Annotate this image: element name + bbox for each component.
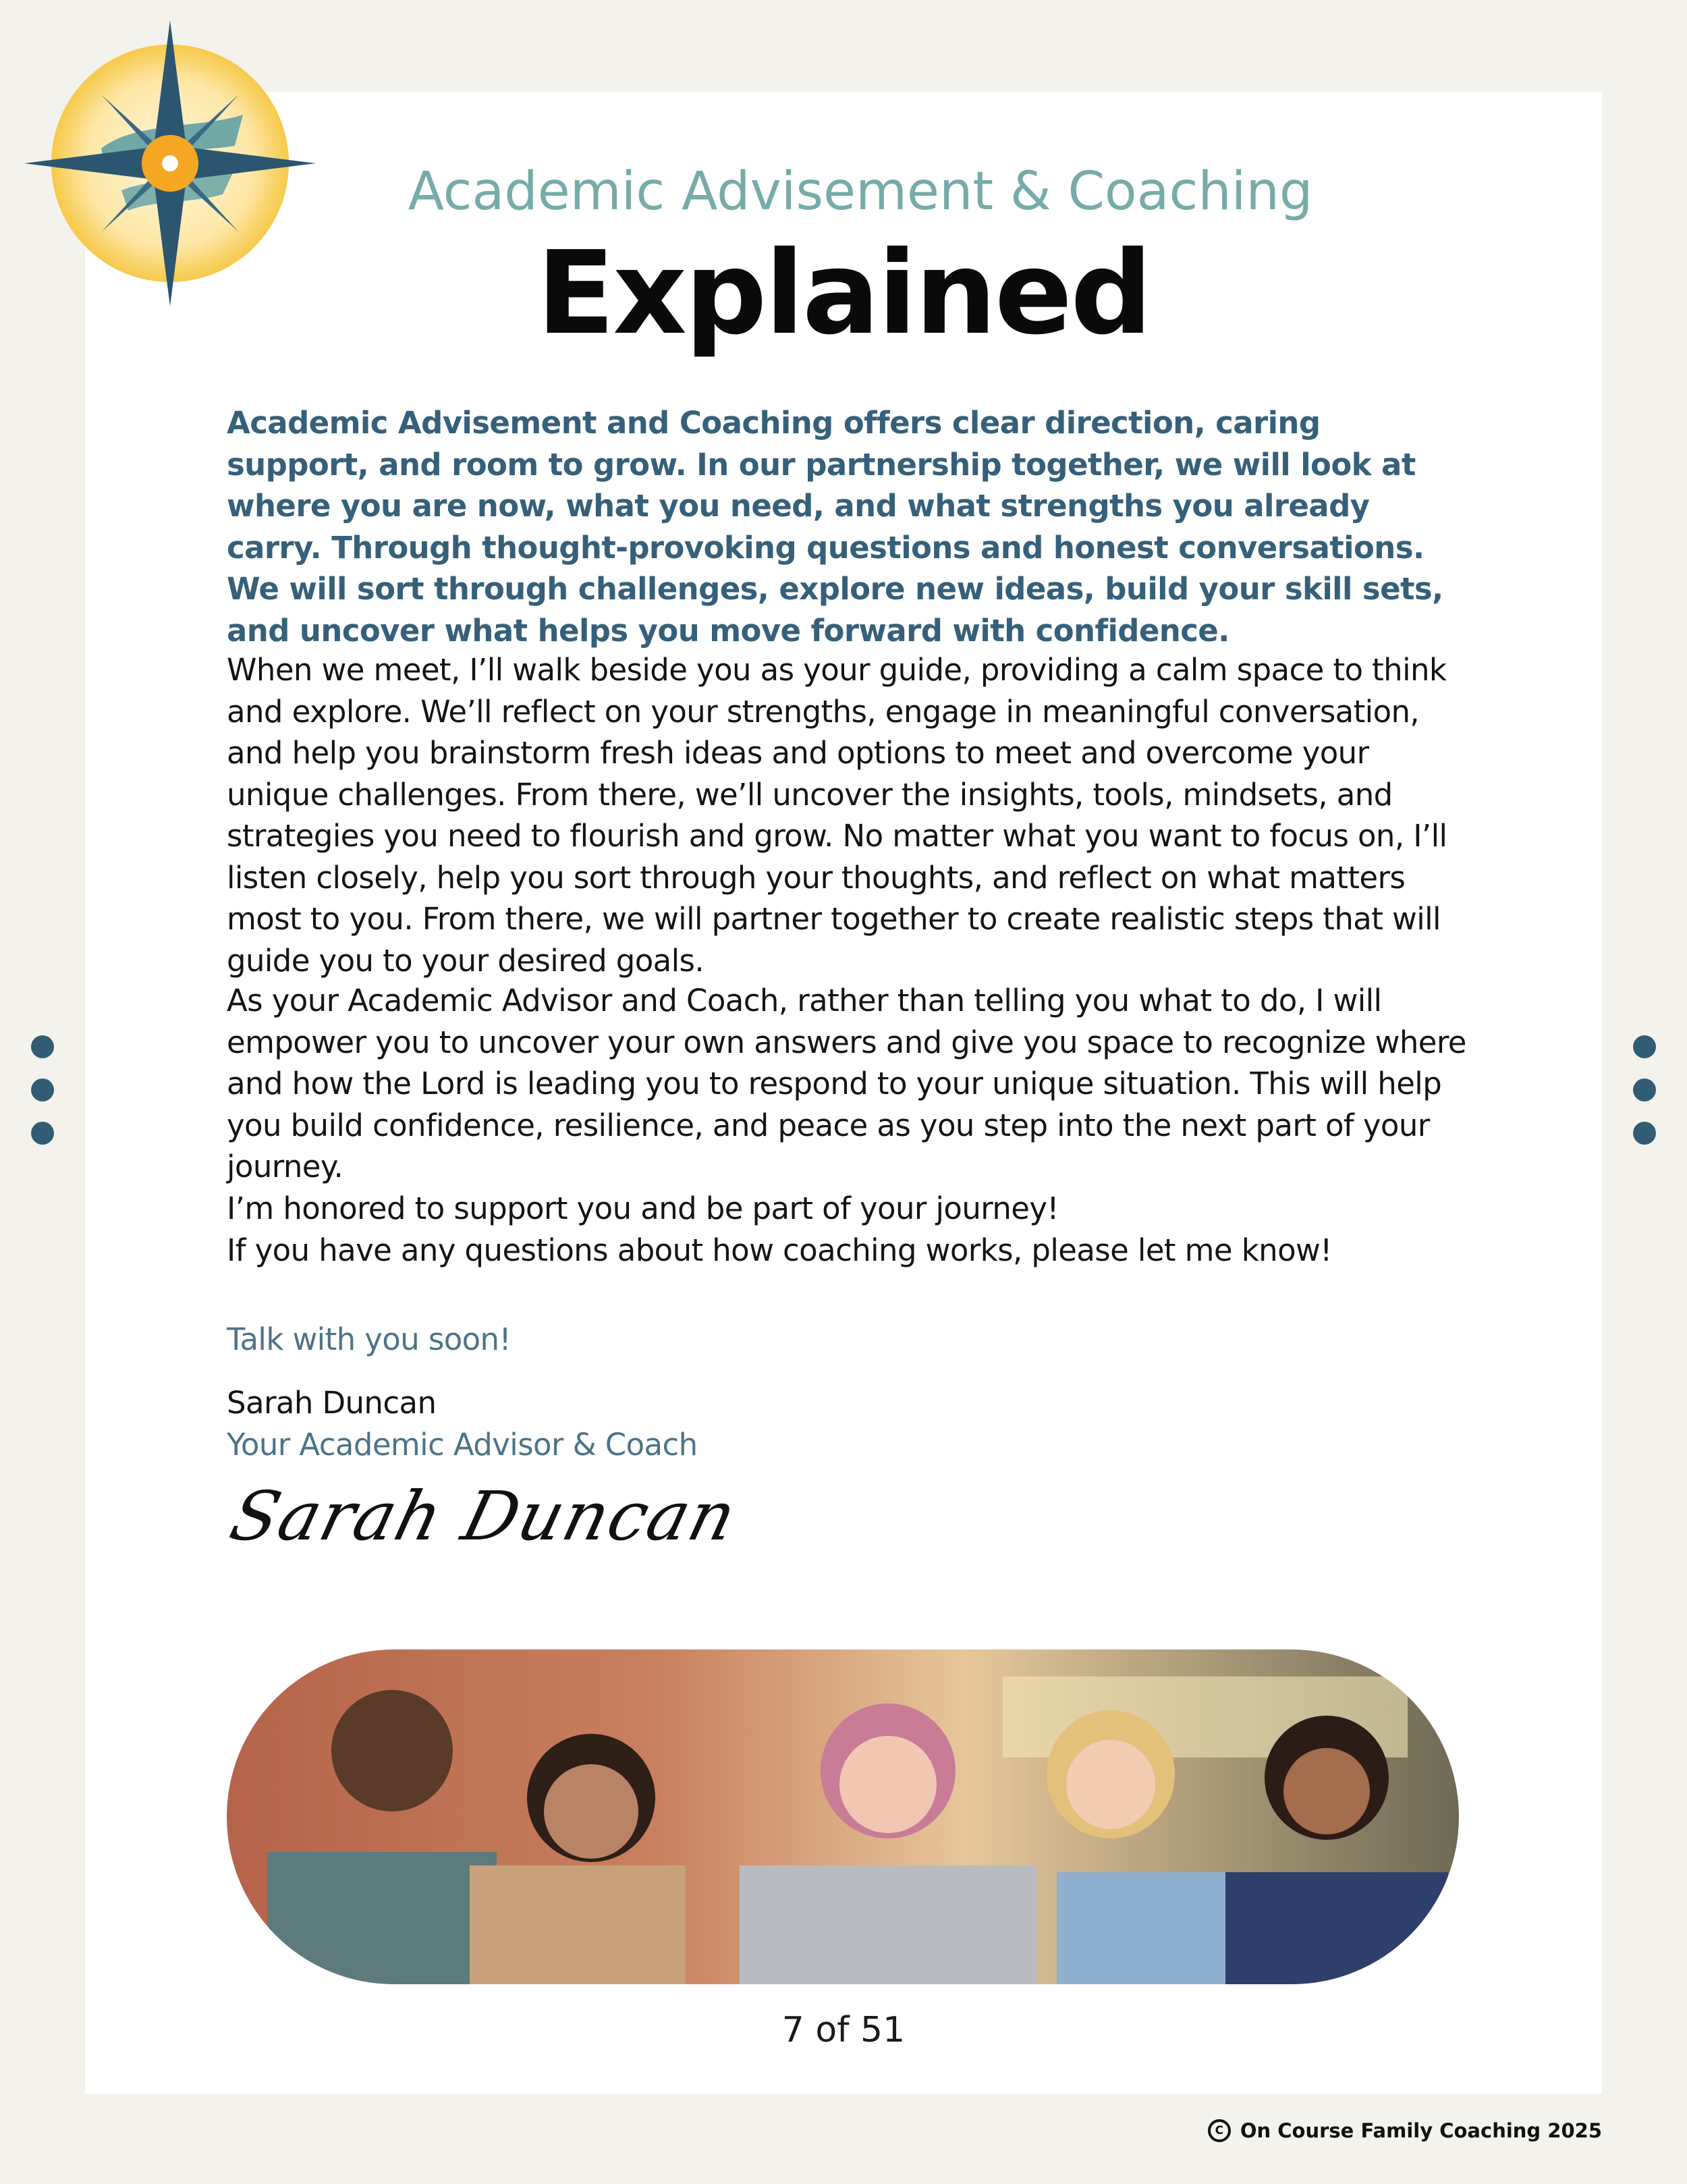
decorative-dot-icon [31,1079,54,1101]
closing-paragraph [227,1188,1468,1271]
page-number: 7 of 51 [781,2010,906,2050]
closing-line: I’m honored to support you and be part of your journey! [227,1191,1059,1226]
copyright-icon: C [1208,2119,1231,2142]
decorative-dot-icon [1633,1079,1656,1101]
decorative-dot-icon [1633,1122,1656,1145]
page-subtitle: Academic Advisement & Coaching [408,161,1313,222]
decorative-dots-right [1633,1035,1656,1165]
students-group-photo [227,1649,1459,1984]
footer-copyright: On Course Family Coaching 2025 [1240,2119,1602,2142]
author-name: Sarah Duncan [227,1385,437,1421]
body-paragraph: As your Academic Advisor and Coach, rather than telling you what to do, I will empower you to uncover your own answers and give you space to recognize where and how the Lord is leading you to respond to your unique situation. This will help you build confidence, resilience, and peace as you step into the next part of your journey. [227,983,1466,1184]
handwritten-signature: Sarah Duncan [223,1477,745,1556]
intro-paragraph: Academic Advisement and Coaching offers clear direction, caring support, and room to grow. In our partnership together, we will look at where you are now, what you need, and what strengths you already carry. Through thought-provoking questions and honest conversations. We will sort through challenges, explore new ideas, build your skill sets, and uncover what helps you move forward with confidence. [227,405,1443,649]
decorative-dots-left [31,1035,54,1165]
decorative-dot-icon [31,1122,54,1145]
page-title: Explained [536,227,1151,360]
decorative-dot-icon [31,1035,54,1058]
footer [1208,2119,1602,2142]
decorative-dot-icon [1633,1035,1656,1058]
closing-line: If you have any questions about how coaching works, please let me know! [227,1232,1332,1268]
author-role: Your Academic Advisor & Coach [227,1427,698,1463]
sign-off: Talk with you soon! [227,1321,511,1357]
body-paragraph: When we meet, I’ll walk beside you as your guide, providing a calm space to think and explore. We’ll reflect on your strengths, engage in meaningful conversation, and help you brainstorm fresh ideas and options to meet and overcome your unique challenges. From there, we’ll uncover the insights, tools, mindsets, and strategies you need to flourish and grow. No matter what you want to focus on, I’ll listen closely, help you sort through your thoughts, and reflect on what matters most to you. From there, we will partner together to create realistic steps that will guide you to your desired goals. [227,652,1447,979]
